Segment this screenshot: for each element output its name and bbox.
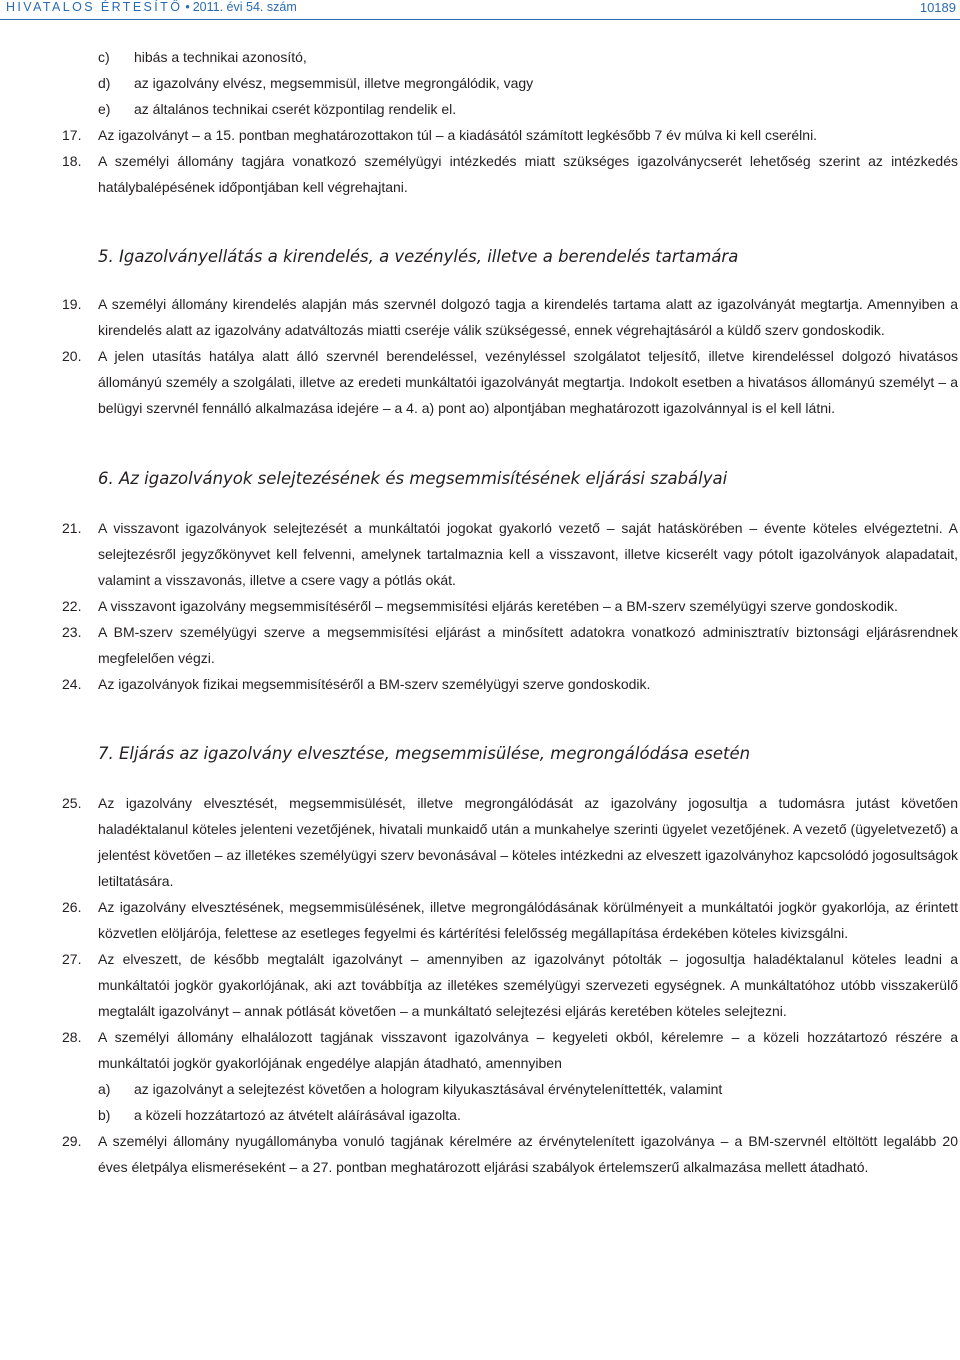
sub-list [98,44,958,122]
sub-text: az általános technikai cserét központilag rendelik el. [134,101,457,117]
paragraph-number: 26. [62,899,82,915]
paragraph-28 [62,1024,958,1128]
paragraph-17 [62,122,958,148]
sub-text: az igazolvány elvész, megsemmisül, illetve megrongálódik, vagy [134,75,534,91]
paragraph-27 [62,946,958,1024]
paragraph-text: A visszavont igazolvány megsemmisítéséről – megsemmisítési eljárás keretében – a BM-szerv személyügyi szerve gondoskodik. [98,598,898,614]
paragraph-29 [62,1128,958,1180]
sub-label: b) [98,1107,111,1123]
paragraph-text: Az igazolványok fizikai megsemmisítéséről a BM-szerv személyügyi szerve gondoskodik. [98,676,651,692]
sub-text: hibás a technikai azonosító, [134,49,307,65]
paragraph-text: A személyi állomány tagjára vonatkozó személyügyi intézkedés miatt szükséges igazolványcserét lehetőség szerint az intézkedés hatálybalépésének időpontjában kell végrehajtani. [98,153,958,195]
journal-header [6,0,297,14]
paragraph-26 [62,894,958,946]
paragraph-21 [62,515,958,593]
sub-label: a) [98,1081,111,1097]
paragraph-text: A személyi állomány kirendelés alapján más szervnél dolgozó tagja a kirendelés tartama alatt az igazolványát megtartja. Amennyiben a kirendelés alatt az igazolvány adatváltozás miatti cseréje válik szükségessé, ennek végrehajtásáról a küldő szerv gondoskodik. [98,296,958,338]
sub-item-e [98,96,958,122]
paragraph-number: 22. [62,598,82,614]
paragraph-text: A BM-szerv személyügyi szerve a megsemmisítési eljárást a minősített adatokra vonatkozó adminisztratív biztonsági eljárásrendnek megfelelően végzi. [98,624,958,666]
sub-item-c [98,44,958,70]
paragraph-text: Az elveszett, de később megtalált igazolványt – amennyiben az igazolványt pótolták – jogosultja haladéktalanul köteles leadni a munkáltatói jogkör gyakorlójának, aki azt továbbítja az illetékes személyügyi szervezeti egységnek. A munkáltatóhoz utóbb visszakerülő megtalált igazolványt – annak pótlását követően – a munkáltató selejtezési eljárás keretében köteles selejtezni. [98,951,958,1019]
paragraph-text: A személyi állomány elhalálozott tagjának visszavont igazolványa – kegyeleti okból, kérelemre – a közeli hozzátartozó részére a munkáltatói jogkör gyakorlójának engedélye alapján átadható, amennyiben [98,1029,958,1071]
document-body [62,44,958,1180]
paragraph-number: 19. [62,296,82,312]
section-heading-6: 6. Az igazolványok selejtezésének és megsemmisítésének eljárási szabályai [98,469,728,488]
paragraph-text: A visszavont igazolványok selejtezését a munkáltatói jogokat gyakorló vezető – saját hatáskörében – évente köteles elvégeztetni. A selejtezésről jegyzőkönyvet kell felvenni, amelynek tartalmaznia kell a visszavont, illetve kicserélt vagy pótolt igazolványok alapadatait, valamint a visszavonás, illetve a csere vagy a pótlás okát. [98,520,958,588]
paragraph-number: 18. [62,153,82,169]
sub-text: a közeli hozzátartozó az átvételt aláírásával igazolta. [134,1107,461,1123]
paragraph-number: 21. [62,520,82,536]
paragraph-number: 20. [62,348,82,364]
journal-title: HIVATALOS ÉRTESÍTŐ [6,0,183,14]
paragraph-number: 27. [62,951,82,967]
header-bullet: • [185,0,190,14]
paragraph-20 [62,343,958,421]
paragraph-number: 24. [62,676,82,692]
sub-item-a [98,1076,958,1102]
paragraph-text: Az igazolvány elvesztését, megsemmisülését, illetve megrongálódását az igazolvány jogosultja a tudomásra jutást követően haladéktalanul köteles jelenteni vezetőjének, hivatali munkaidő után a munkahelye szerinti ügyelet vezetőjének. A vezető (ügyeletvezető) a jelentést követően – az illetékes személyügyi szerv bevonásával – köteles intézkedni az elveszett igazolványhoz kapcsolódó jogosultságok letiltatására. [98,795,958,889]
issue-date: 2011. évi 54. szám [192,0,297,14]
paragraph-22 [62,593,958,619]
section-heading-7: 7. Eljárás az igazolvány elvesztése, megsemmisülése, megrongálódása esetén [98,744,751,763]
paragraph-number: 17. [62,127,82,143]
paragraph-text: A személyi állomány nyugállományba vonuló tagjának kérelmére az érvénytelenített igazolványa – a BM-szervnél eltöltött legalább 20 éves életpálya elismeréseként – a 27. pontban meghatározott eljárási szabályok értelemszerű alkalmazása mellett átadható. [98,1133,958,1175]
sub-label: d) [98,75,111,91]
paragraph-number: 29. [62,1133,82,1149]
paragraph-24 [62,671,958,697]
paragraph-25 [62,790,958,894]
sub-label: e) [98,101,111,117]
header-rule [0,19,960,20]
page-number: 10189 [919,0,956,15]
paragraph-text: Az igazolvány elvesztésének, megsemmisülésének, illetve megrongálódásának körülményeit a munkáltatói jogkör gyakorlója, az érintett közvetlen elöljárója, felettese az esetleges fegyelmi és kártérítési felelősség megállapítása érdekében köteles kivizsgálni. [98,899,958,941]
page-header [0,0,960,22]
sub-item-b [98,1102,958,1128]
sub-item-d [98,70,958,96]
paragraph-number: 25. [62,795,82,811]
paragraph-text: A jelen utasítás hatálya alatt álló szervnél berendeléssel, vezényléssel szolgálatot teljesítő, illetve kirendeléssel dolgozó hivatásos állományú személy a szolgálati, illetve az eredeti munkáltatói igazolványát megtartja. Indokolt esetben a hivatásos állományú személyt – a belügyi szervnél fennálló alkalmazása idejére – a 4. a) pont ao) alpontjában meghatározott igazolvánnyal is el kell látni. [98,348,958,416]
paragraph-23 [62,619,958,671]
sub-label: c) [98,49,110,65]
paragraph-number: 23. [62,624,82,640]
section-heading-5: 5. Igazolványellátás a kirendelés, a vezénylés, illetve a berendelés tartamára [98,247,739,266]
paragraph-18 [62,148,958,200]
paragraph-text: Az igazolványt – a 15. pontban meghatározottakon túl – a kiadásától számított legkésőbb 7 év múlva ki kell cserélni. [98,127,818,143]
sub-text: az igazolványt a selejtezést követően a hologram kilyukasztásával érvényteleníttették, valamint [134,1081,723,1097]
paragraph-number: 28. [62,1029,82,1045]
paragraph-19 [62,291,958,343]
